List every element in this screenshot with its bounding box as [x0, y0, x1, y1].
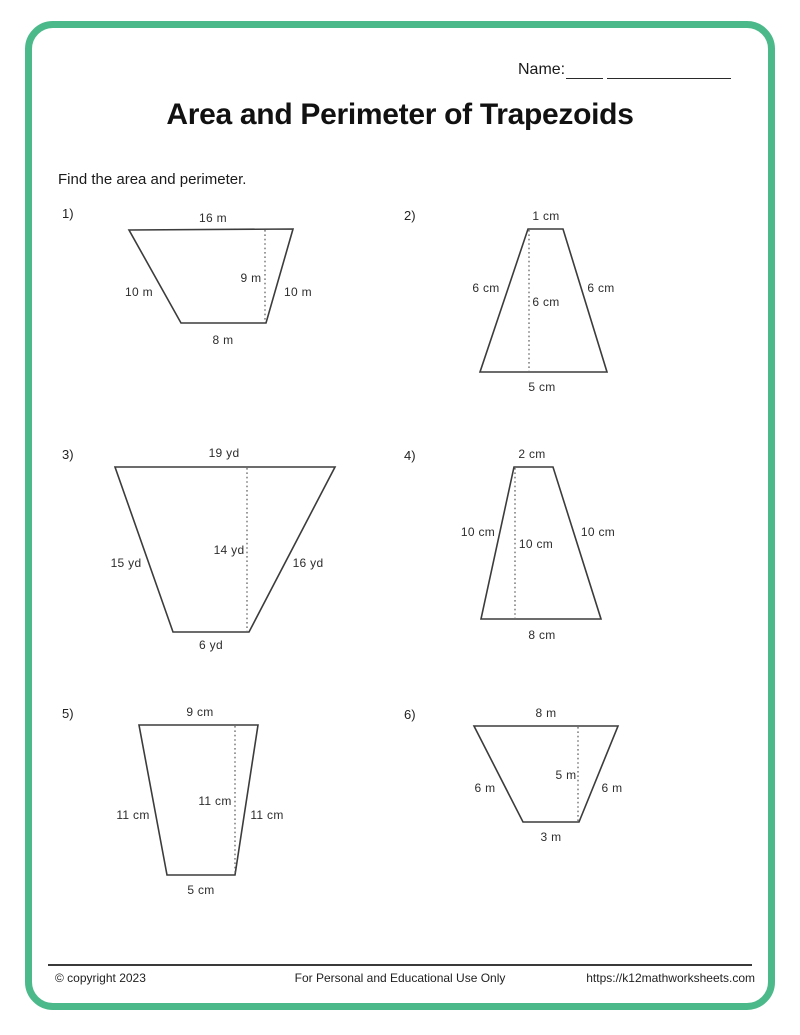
footer-divider — [48, 964, 752, 966]
trapezoid-1-height-label: 9 m — [240, 271, 262, 285]
trapezoid-4-bottom-label: 8 cm — [528, 628, 556, 642]
trapezoid-3-height-label: 14 yd — [213, 543, 245, 557]
trapezoid-3-right-label: 16 yd — [292, 556, 324, 570]
trapezoid-1-top-label: 16 m — [199, 211, 227, 225]
trapezoid-5-left-label: 11 cm — [116, 808, 150, 822]
footer-copyright: © copyright 2023 — [55, 971, 146, 985]
trapezoid-2-right-label: 6 cm — [587, 281, 615, 295]
problem-6-number: 6) — [404, 707, 416, 722]
problem-5-number: 5) — [62, 706, 74, 721]
trapezoid-2-top-label: 1 cm — [532, 209, 560, 223]
trapezoid-5-right-label: 11 cm — [250, 808, 284, 822]
footer-url: https://k12mathworksheets.com — [586, 971, 755, 985]
trapezoid-2-height-label: 6 cm — [532, 295, 560, 309]
trapezoid-6-bottom-label: 3 m — [540, 830, 562, 844]
trapezoid-3-left-label: 15 yd — [110, 556, 142, 570]
problem-3-number: 3) — [62, 447, 74, 462]
trapezoid-3-bottom-label: 6 yd — [199, 638, 223, 652]
trapezoid-4-height-label: 10 cm — [518, 537, 554, 551]
problem-4-number: 4) — [404, 448, 416, 463]
trapezoid-6-top-label: 8 m — [535, 706, 557, 720]
trapezoid-2-left-label: 6 cm — [472, 281, 500, 295]
trapezoid-5-bottom-label: 5 cm — [187, 883, 215, 897]
trapezoid-6-height-label: 5 m — [555, 768, 577, 782]
name-label: Name: — [518, 61, 566, 78]
trapezoid-1-right-label: 10 m — [284, 285, 312, 299]
instruction-text: Find the area and perimeter. — [58, 171, 247, 188]
trapezoid-5-top-label: 9 cm — [186, 705, 214, 719]
name-blank-line — [566, 77, 603, 79]
trapezoid-4-left-label: 10 cm — [460, 525, 496, 539]
trapezoid-6-left-label: 6 m — [474, 781, 496, 795]
problem-2-number: 2) — [404, 208, 416, 223]
trapezoid-5-height-label: 11 cm — [198, 794, 232, 808]
trapezoid-4-top-label: 2 cm — [518, 447, 546, 461]
trapezoid-4-right-label: 10 cm — [580, 525, 616, 539]
trapezoid-1-left-label: 10 m — [125, 285, 153, 299]
trapezoid-1-bottom-label: 8 m — [212, 333, 234, 347]
trapezoid-3-top-label: 19 yd — [208, 446, 240, 460]
page-border — [25, 21, 775, 1010]
name-blank-line — [607, 77, 731, 79]
problem-1-number: 1) — [62, 206, 74, 221]
trapezoid-6-right-label: 6 m — [601, 781, 623, 795]
footer-usage: For Personal and Educational Use Only — [294, 971, 506, 985]
page-title: Area and Perimeter of Trapezoids — [166, 98, 634, 131]
trapezoid-2-bottom-label: 5 cm — [528, 380, 556, 394]
